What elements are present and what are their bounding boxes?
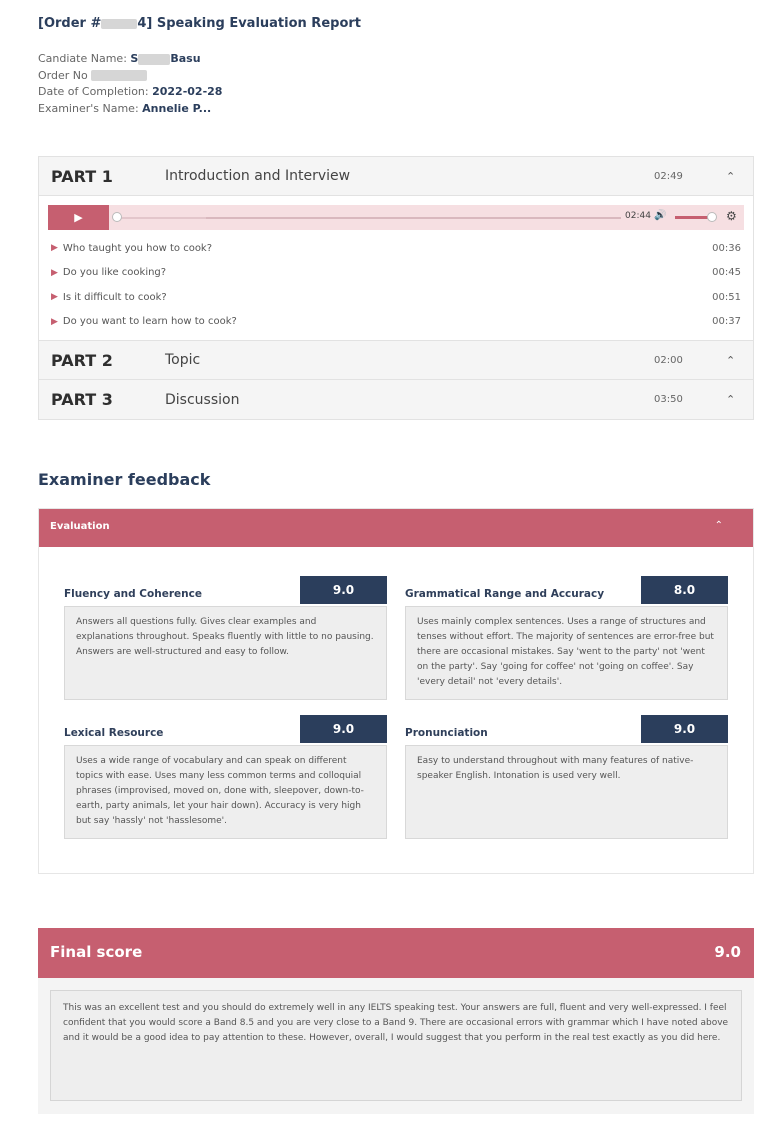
candidate-last-name: Basu (170, 52, 201, 65)
criterion-comment: Answers all questions fully. Gives clear examples and explanations throughout. Speaks fluently with little to no pausing. Answers are well-structured and easy to follow. (64, 606, 387, 700)
part-name: Topic (165, 352, 201, 368)
criterion-score: 8.0 (641, 576, 728, 604)
criterion-score: 9.0 (300, 715, 387, 743)
criterion-name: Lexical Resource (64, 727, 164, 739)
criterion-comment: Uses mainly complex sentences. Uses a range of structures and tenses without effort. The majority of sentences are error-free but there are occasional mistakes. Say 'went to the party' not 'went on the party'. Say 'going for coffee' not 'going on coffee'. Say 'every detail' not 'every details'. (405, 606, 728, 700)
evaluation-label: Evaluation (50, 521, 110, 532)
question-list (39, 236, 753, 334)
question-item[interactable] (51, 285, 741, 310)
seek-handle[interactable] (112, 212, 122, 222)
play-triangle-icon: ▶ (51, 316, 58, 327)
part-name: Introduction and Interview (165, 168, 351, 184)
criterion-name: Fluency and Coherence (64, 588, 202, 600)
part-duration: 03:50 (654, 394, 683, 405)
part-name: Discussion (165, 391, 240, 408)
examiner-label: Examiner's Name: (38, 101, 143, 115)
evaluation-header[interactable] (39, 509, 753, 547)
play-triangle-icon: ▶ (51, 267, 58, 278)
criterion-comment: Uses a wide range of vocabulary and can speak on different topics with ease. Uses many less common terms and colloquial phrases (improvised, moved on, done with, sleepover, down-to-earth, party animals, let your hair down). Accuracy is very high but say 'hassly' not 'hasslesome'. (64, 745, 387, 839)
question-time: 00:45 (712, 267, 741, 279)
play-icon: ▶ (74, 211, 83, 224)
candidate-row (38, 51, 222, 68)
redacted-order-no (91, 70, 147, 81)
order-label: Order No (38, 68, 88, 82)
part-number: PART 2 (51, 350, 113, 370)
question-time: 00:51 (712, 291, 741, 303)
chevron-up-icon[interactable]: ⌃ (726, 393, 736, 406)
candidate-initial: S (130, 52, 139, 65)
volume-icon[interactable]: 🔊 (654, 210, 667, 221)
final-comment: This was an excellent test and you should do extremely well in any IELTS speaking test. Your answers are full, fluent and very well-expressed. I feel confident that you would score a Band 8.5 and you are very close to a Band 9. There are occasional errors with grammar which I have noted above and it would be a good idea to pay attention to these. However, overall, I would suggest that you perform in the real test exactly as you did here. (50, 990, 742, 1101)
seek-bar[interactable] (116, 217, 621, 219)
part-number: PART 1 (51, 166, 113, 186)
final-score-body (38, 978, 754, 1114)
part-1-body (39, 205, 753, 341)
date-label: Date of Completion: (38, 85, 153, 98)
final-score-label: Final score (50, 943, 143, 961)
part-duration: 02:00 (654, 354, 683, 366)
question-item[interactable] (51, 310, 741, 335)
examiner-value: Annelie P... (142, 101, 212, 115)
parts-accordion (38, 156, 754, 420)
question-text: Is it difficult to cook? (62, 291, 167, 303)
order-row (38, 68, 222, 85)
question-item[interactable] (51, 236, 741, 261)
feedback-title: Examiner feedback (38, 470, 211, 489)
examiner-row (38, 101, 222, 118)
volume-handle[interactable] (707, 212, 717, 222)
candidate-label: Candiate Name: (38, 52, 131, 65)
date-row (38, 84, 222, 101)
seek-buffer (116, 217, 206, 219)
question-item[interactable] (51, 261, 741, 286)
gear-icon[interactable]: ⚙ (726, 209, 737, 223)
final-score-value: 9.0 (714, 943, 741, 961)
chevron-up-icon[interactable]: ⌃ (726, 169, 736, 183)
question-text: Do you like cooking? (62, 267, 167, 279)
chevron-up-icon[interactable]: ⌃ (714, 520, 723, 531)
part-1-header[interactable] (39, 157, 753, 196)
report-meta (38, 51, 222, 117)
title-prefix: [Order # (38, 16, 102, 31)
date-value: 2022-02-28 (152, 85, 223, 98)
play-triangle-icon: ▶ (51, 292, 58, 303)
criterion-name: Pronunciation (405, 727, 488, 739)
chevron-up-icon[interactable]: ⌃ (726, 353, 736, 367)
criterion-score: 9.0 (300, 576, 387, 604)
play-button[interactable] (48, 205, 109, 230)
question-text: Who taught you how to cook? (62, 242, 213, 254)
page-title (38, 16, 361, 31)
evaluation-panel (38, 508, 754, 874)
criterion-comment: Easy to understand throughout with many features of native-speaker English. Intonation is used very well. (405, 745, 728, 839)
play-triangle-icon: ▶ (51, 243, 58, 254)
question-text: Do you want to learn how to cook? (62, 316, 237, 328)
audio-player (48, 205, 744, 230)
question-time: 00:36 (712, 242, 741, 254)
redacted-first-name (138, 54, 170, 65)
part-3-header[interactable] (39, 380, 753, 419)
redacted-order-number (101, 19, 137, 29)
question-time: 00:37 (712, 316, 741, 328)
final-score-header (38, 928, 754, 978)
title-suffix: 4] Speaking Evaluation Report (137, 16, 361, 31)
criterion-score: 9.0 (641, 715, 728, 743)
criterion-name: Grammatical Range and Accuracy (405, 588, 605, 600)
part-2-header[interactable] (39, 341, 753, 380)
part-number: PART 3 (51, 390, 113, 409)
part-duration: 02:49 (654, 170, 683, 182)
player-time: 02:44 (625, 211, 651, 221)
